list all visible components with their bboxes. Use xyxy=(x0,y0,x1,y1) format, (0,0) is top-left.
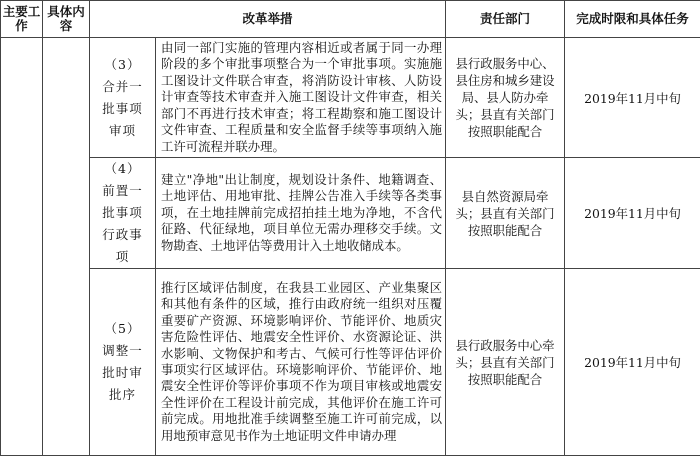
deadline-cell: 2019年11月中旬 xyxy=(565,269,700,456)
deadline-cell: 2019年11月中旬 xyxy=(565,158,700,269)
measure-cell: 由同一部门实施的管理内容相近或者属于同一办理阶段的多个审批事项整合为一个审批事项。实施施工图设计文件联合审查，将消防设计审核、人防设计审查等技术审查并入施工图设计文件审查，相关部门不再进行技术审查；将工程勘察和施工图设计文件审查、工程质量和安全监督手续等事项纳入施工许可流程并联办理。 xyxy=(156,38,446,158)
table-row xyxy=(1,269,700,456)
item-cell: （3）合并一批事项审项 xyxy=(90,38,156,158)
header-department: 责任部门 xyxy=(446,1,565,38)
header-content: 具体内容 xyxy=(43,1,90,38)
department-cell: 县行政服务中心牵头；县直有关部门按照职能配合 xyxy=(446,269,565,456)
main-work-cell xyxy=(1,38,43,456)
table-row xyxy=(1,158,700,269)
header-deadline: 完成时限和具体任务 xyxy=(565,1,700,38)
item-cell: （4）前置一批事项行政事项 xyxy=(90,158,156,269)
header-measures: 改革举措 xyxy=(90,1,446,38)
content-cell xyxy=(43,38,90,456)
measure-cell: 建立"净地"出让制度，规划设计条件、地籍调查、土地评估、用地审批、挂牌公告准入手续等各类事项，在土地挂牌前完成招拍挂土地为净地，不含代征路、代征绿地，项目单位无需办理移交手续。文物勘查、土地评估等费用计入土地收储成本。 xyxy=(156,158,446,269)
department-cell: 县自然资源局牵头；县直有关部门按照职能配合 xyxy=(446,158,565,269)
deadline-cell: 2019年11月中旬 xyxy=(565,38,700,158)
item-cell: （5）调整一批时审批序 xyxy=(90,269,156,456)
department-cell: 县行政服务中心、县住房和城乡建设局、县人防办牵头；县直有关部门按照职能配合 xyxy=(446,38,565,158)
table-row xyxy=(1,38,700,158)
table-header-row xyxy=(1,1,700,38)
header-main-work: 主要工作 xyxy=(1,1,43,38)
measure-cell: 推行区域评估制度，在我县工业园区、产业集聚区和其他有条件的区域，推行由政府统一组织对压覆重要矿产资源、环境影响评价、节能评价、地质灾害危险性评估、地震安全性评价、水资源论证、洪水影响、文物保护和考古、气候可行性等评估评价事项实行区域评估。环境影响评价、节能评价、地震安全性评价等评价事项不作为项目审核或地震安全性评价在工程设计前完成，其他评价在施工许可前完成。用地批准手续调整至施工许可前完成，以用地预审意见书作为土地证明文件申请办理 xyxy=(156,269,446,456)
